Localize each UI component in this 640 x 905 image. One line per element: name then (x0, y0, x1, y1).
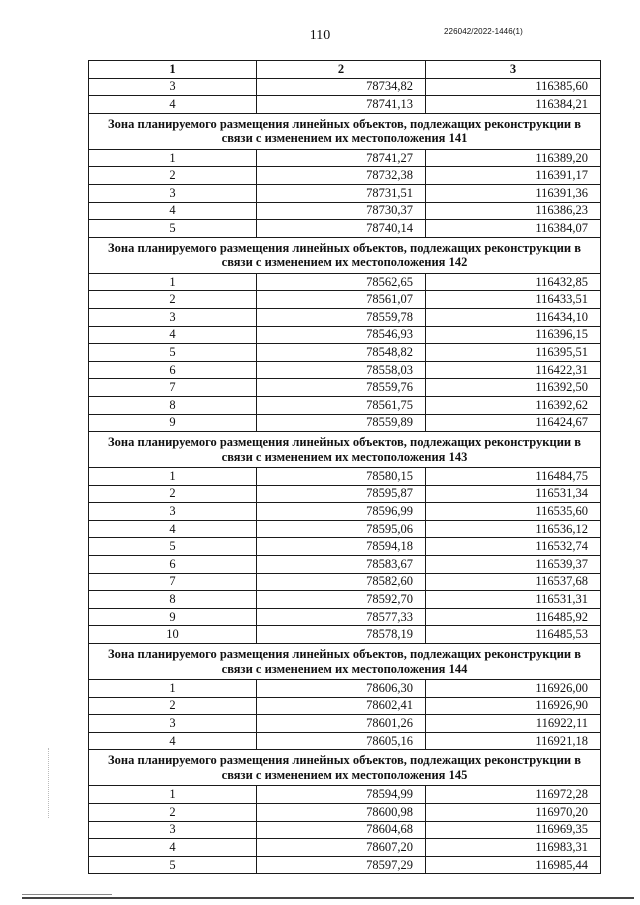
table-row (89, 856, 601, 874)
y-coordinate-cell: 116535,60 (426, 503, 601, 521)
y-coordinate-cell: 116389,20 (426, 149, 601, 167)
x-coordinate-cell: 78580,15 (257, 468, 426, 486)
scan-artifact (48, 748, 50, 818)
table-row (89, 573, 601, 591)
page-bottom-rule (22, 897, 634, 899)
y-coordinate-cell: 116385,60 (426, 78, 601, 96)
table-row (89, 715, 601, 733)
table-row (89, 697, 601, 715)
table-row (89, 78, 601, 96)
point-number-cell: 10 (89, 626, 257, 644)
point-number-cell: 9 (89, 414, 257, 432)
table-row (89, 291, 601, 309)
table-row (89, 344, 601, 362)
table-header-row (89, 61, 601, 79)
y-coordinate-cell: 116485,92 (426, 608, 601, 626)
page-number: 110 (309, 28, 331, 43)
y-coordinate-cell: 116384,21 (426, 96, 601, 114)
x-coordinate-cell: 78730,37 (257, 202, 426, 220)
y-coordinate-cell: 116433,51 (426, 291, 601, 309)
y-coordinate-cell: 116970,20 (426, 804, 601, 822)
header-cell: 3 (426, 61, 601, 79)
zone-heading: Зона планируемого размещения линейных объектов, подлежащих реконструкции в связи с изменением их местоположения 145 (89, 750, 601, 786)
point-number-cell: 3 (89, 308, 257, 326)
x-coordinate-cell: 78583,67 (257, 556, 426, 574)
point-number-cell: 1 (89, 468, 257, 486)
point-number-cell: 2 (89, 485, 257, 503)
zone-heading-row (89, 644, 601, 680)
point-number-cell: 3 (89, 184, 257, 202)
y-coordinate-cell: 116484,75 (426, 468, 601, 486)
x-coordinate-cell: 78559,76 (257, 379, 426, 397)
table-row (89, 273, 601, 291)
table-row (89, 839, 601, 857)
x-coordinate-cell: 78731,51 (257, 184, 426, 202)
table-row (89, 556, 601, 574)
table-row (89, 468, 601, 486)
point-number-cell: 2 (89, 697, 257, 715)
y-coordinate-cell: 116969,35 (426, 821, 601, 839)
y-coordinate-cell: 116531,34 (426, 485, 601, 503)
point-number-cell: 2 (89, 167, 257, 185)
y-coordinate-cell: 116392,62 (426, 396, 601, 414)
x-coordinate-cell: 78606,30 (257, 680, 426, 698)
point-number-cell: 5 (89, 856, 257, 874)
point-number-cell: 4 (89, 732, 257, 750)
x-coordinate-cell: 78594,99 (257, 786, 426, 804)
x-coordinate-cell: 78605,16 (257, 732, 426, 750)
point-number-cell: 4 (89, 96, 257, 114)
x-coordinate-cell: 78595,06 (257, 520, 426, 538)
y-coordinate-cell: 116422,31 (426, 361, 601, 379)
document-code: 226042/2022-1446(1) (444, 27, 523, 36)
coordinates-table-body (89, 61, 601, 874)
point-number-cell: 3 (89, 821, 257, 839)
y-coordinate-cell: 116536,12 (426, 520, 601, 538)
y-coordinate-cell: 116537,68 (426, 573, 601, 591)
x-coordinate-cell: 78559,78 (257, 308, 426, 326)
point-number-cell: 9 (89, 608, 257, 626)
table-row (89, 804, 601, 822)
zone-heading: Зона планируемого размещения линейных объектов, подлежащих реконструкции в связи с изменением их местоположения 142 (89, 237, 601, 273)
x-coordinate-cell: 78582,60 (257, 573, 426, 591)
table-row (89, 326, 601, 344)
table-row (89, 396, 601, 414)
y-coordinate-cell: 116926,90 (426, 697, 601, 715)
point-number-cell: 1 (89, 149, 257, 167)
table-row (89, 503, 601, 521)
x-coordinate-cell: 78592,70 (257, 591, 426, 609)
point-number-cell: 6 (89, 556, 257, 574)
zone-heading: Зона планируемого размещения линейных объектов, подлежащих реконструкции в связи с изменением их местоположения 141 (89, 113, 601, 149)
point-number-cell: 1 (89, 786, 257, 804)
table-row (89, 167, 601, 185)
x-coordinate-cell: 78546,93 (257, 326, 426, 344)
x-coordinate-cell: 78578,19 (257, 626, 426, 644)
x-coordinate-cell: 78602,41 (257, 697, 426, 715)
zone-heading: Зона планируемого размещения линейных объектов, подлежащих реконструкции в связи с изменением их местоположения 143 (89, 432, 601, 468)
x-coordinate-cell: 78596,99 (257, 503, 426, 521)
point-number-cell: 3 (89, 503, 257, 521)
x-coordinate-cell: 78577,33 (257, 608, 426, 626)
y-coordinate-cell: 116985,44 (426, 856, 601, 874)
table-row (89, 379, 601, 397)
point-number-cell: 4 (89, 839, 257, 857)
x-coordinate-cell: 78594,18 (257, 538, 426, 556)
table-row (89, 361, 601, 379)
y-coordinate-cell: 116386,23 (426, 202, 601, 220)
y-coordinate-cell: 116972,28 (426, 786, 601, 804)
point-number-cell: 2 (89, 291, 257, 309)
y-coordinate-cell: 116531,31 (426, 591, 601, 609)
point-number-cell: 4 (89, 520, 257, 538)
point-number-cell: 2 (89, 804, 257, 822)
table-row (89, 308, 601, 326)
table-row (89, 591, 601, 609)
y-coordinate-cell: 116922,11 (426, 715, 601, 733)
point-number-cell: 8 (89, 396, 257, 414)
y-coordinate-cell: 116432,85 (426, 273, 601, 291)
table-row (89, 538, 601, 556)
table-row (89, 202, 601, 220)
x-coordinate-cell: 78597,29 (257, 856, 426, 874)
table-row (89, 149, 601, 167)
y-coordinate-cell: 116424,67 (426, 414, 601, 432)
y-coordinate-cell: 116391,36 (426, 184, 601, 202)
zone-heading-row (89, 237, 601, 273)
table-row (89, 608, 601, 626)
point-number-cell: 7 (89, 573, 257, 591)
x-coordinate-cell: 78561,75 (257, 396, 426, 414)
x-coordinate-cell: 78734,82 (257, 78, 426, 96)
table-row (89, 520, 601, 538)
zone-heading-row (89, 750, 601, 786)
point-number-cell: 4 (89, 202, 257, 220)
header-cell: 2 (257, 61, 426, 79)
point-number-cell: 5 (89, 344, 257, 362)
x-coordinate-cell: 78548,82 (257, 344, 426, 362)
point-number-cell: 8 (89, 591, 257, 609)
x-coordinate-cell: 78600,98 (257, 804, 426, 822)
x-coordinate-cell: 78604,68 (257, 821, 426, 839)
zone-heading: Зона планируемого размещения линейных объектов, подлежащих реконструкции в связи с изменением их местоположения 144 (89, 644, 601, 680)
point-number-cell: 1 (89, 273, 257, 291)
point-number-cell: 4 (89, 326, 257, 344)
table-row (89, 220, 601, 238)
coordinates-table (88, 60, 601, 874)
y-coordinate-cell: 116983,31 (426, 839, 601, 857)
x-coordinate-cell: 78740,14 (257, 220, 426, 238)
y-coordinate-cell: 116396,15 (426, 326, 601, 344)
x-coordinate-cell: 78732,38 (257, 167, 426, 185)
x-coordinate-cell: 78607,20 (257, 839, 426, 857)
point-number-cell: 6 (89, 361, 257, 379)
y-coordinate-cell: 116395,51 (426, 344, 601, 362)
y-coordinate-cell: 116391,17 (426, 167, 601, 185)
x-coordinate-cell: 78562,65 (257, 273, 426, 291)
table-row (89, 821, 601, 839)
table-row (89, 732, 601, 750)
table-row (89, 96, 601, 114)
point-number-cell: 3 (89, 715, 257, 733)
y-coordinate-cell: 116921,18 (426, 732, 601, 750)
x-coordinate-cell: 78741,27 (257, 149, 426, 167)
y-coordinate-cell: 116384,07 (426, 220, 601, 238)
point-number-cell: 5 (89, 538, 257, 556)
point-number-cell: 3 (89, 78, 257, 96)
table-row (89, 414, 601, 432)
zone-heading-row (89, 432, 601, 468)
point-number-cell: 1 (89, 680, 257, 698)
zone-heading-row (89, 113, 601, 149)
scan-edge-line (22, 894, 112, 895)
y-coordinate-cell: 116926,00 (426, 680, 601, 698)
y-coordinate-cell: 116485,53 (426, 626, 601, 644)
table-row (89, 626, 601, 644)
x-coordinate-cell: 78741,13 (257, 96, 426, 114)
y-coordinate-cell: 116539,37 (426, 556, 601, 574)
x-coordinate-cell: 78601,26 (257, 715, 426, 733)
x-coordinate-cell: 78561,07 (257, 291, 426, 309)
table-row (89, 485, 601, 503)
point-number-cell: 7 (89, 379, 257, 397)
table-row (89, 680, 601, 698)
x-coordinate-cell: 78559,89 (257, 414, 426, 432)
y-coordinate-cell: 116434,10 (426, 308, 601, 326)
x-coordinate-cell: 78558,03 (257, 361, 426, 379)
header-cell: 1 (89, 61, 257, 79)
x-coordinate-cell: 78595,87 (257, 485, 426, 503)
table-row (89, 786, 601, 804)
table-row (89, 184, 601, 202)
point-number-cell: 5 (89, 220, 257, 238)
y-coordinate-cell: 116532,74 (426, 538, 601, 556)
y-coordinate-cell: 116392,50 (426, 379, 601, 397)
